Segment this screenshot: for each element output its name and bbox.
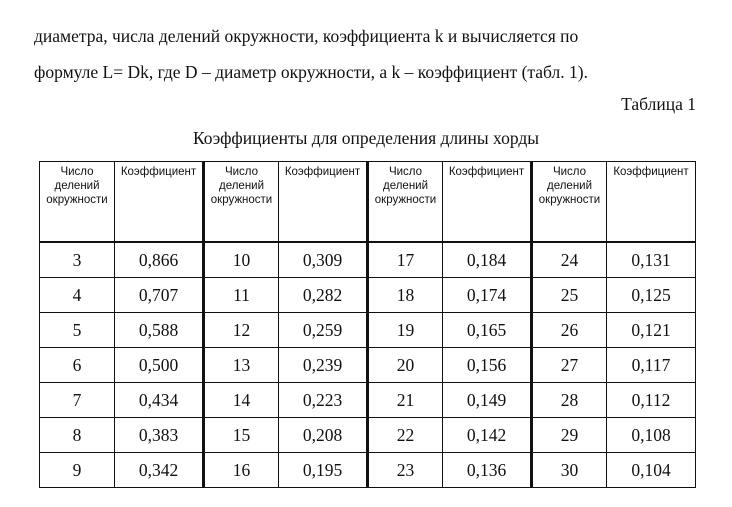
coefficient-cell: 0,383 [115, 418, 204, 453]
coefficient-cell: 0,136 [443, 453, 532, 488]
table-row [40, 348, 696, 383]
coefficient-cell: 0,121 [607, 313, 696, 348]
paragraph-line-2: формуле L= Dk, где D – диаметр окружности, а k – коэффициент (табл. 1). [34, 62, 588, 82]
table-row [40, 418, 696, 453]
coefficient-cell: 0,165 [443, 313, 532, 348]
divisions-cell: 30 [532, 453, 607, 488]
coefficient-cell: 0,707 [115, 278, 204, 313]
divisions-cell: 10 [204, 242, 279, 278]
divisions-cell: 11 [204, 278, 279, 313]
divisions-cell: 18 [368, 278, 443, 313]
coefficient-cell: 0,125 [607, 278, 696, 313]
divisions-cell: 16 [204, 453, 279, 488]
divisions-cell: 25 [532, 278, 607, 313]
paragraph-line-1: диаметра, числа делений окружности, коэффициента k и вычисляется по [34, 26, 579, 46]
table-caption: Коэффициенты для определения длины хорды [192, 128, 540, 148]
coefficient-cell: 0,866 [115, 242, 204, 278]
divisions-cell: 15 [204, 418, 279, 453]
coefficient-cell: 0,174 [443, 278, 532, 313]
coefficient-cell: 0,149 [443, 383, 532, 418]
table-header-row [40, 162, 696, 243]
header-coefficient: Коэффициент [115, 162, 204, 243]
divisions-cell: 14 [204, 383, 279, 418]
divisions-cell: 13 [204, 348, 279, 383]
divisions-cell: 26 [532, 313, 607, 348]
table-label: Таблица 1 [621, 94, 696, 114]
coefficient-cell: 0,104 [607, 453, 696, 488]
coefficient-cell: 0,259 [279, 313, 368, 348]
header-divisions: Число делений окружности [204, 162, 279, 243]
coefficient-cell: 0,208 [279, 418, 368, 453]
table-row [40, 383, 696, 418]
divisions-cell: 28 [532, 383, 607, 418]
coefficient-cell: 0,117 [607, 348, 696, 383]
coefficient-cell: 0,131 [607, 242, 696, 278]
coefficient-cell: 0,142 [443, 418, 532, 453]
coefficient-cell: 0,309 [279, 242, 368, 278]
coefficient-cell: 0,588 [115, 313, 204, 348]
coefficient-cell: 0,223 [279, 383, 368, 418]
coefficient-cell: 0,184 [443, 242, 532, 278]
coefficient-cell: 0,195 [279, 453, 368, 488]
divisions-cell: 24 [532, 242, 607, 278]
table-row [40, 453, 696, 488]
coefficient-cell: 0,500 [115, 348, 204, 383]
header-coefficient: Коэффициент [279, 162, 368, 243]
header-coefficient: Коэффициент [607, 162, 696, 243]
divisions-cell: 4 [40, 278, 115, 313]
divisions-cell: 12 [204, 313, 279, 348]
divisions-cell: 19 [368, 313, 443, 348]
table-row [40, 278, 696, 313]
coefficient-cell: 0,112 [607, 383, 696, 418]
header-divisions: Число делений окружности [368, 162, 443, 243]
divisions-cell: 21 [368, 383, 443, 418]
divisions-cell: 8 [40, 418, 115, 453]
coefficient-cell: 0,434 [115, 383, 204, 418]
divisions-cell: 20 [368, 348, 443, 383]
divisions-cell: 5 [40, 313, 115, 348]
divisions-cell: 23 [368, 453, 443, 488]
divisions-cell: 17 [368, 242, 443, 278]
header-divisions: Число делений окружности [532, 162, 607, 243]
table-row [40, 313, 696, 348]
header-divisions: Число делений окружности [40, 162, 115, 243]
divisions-cell: 9 [40, 453, 115, 488]
divisions-cell: 29 [532, 418, 607, 453]
coefficient-cell: 0,282 [279, 278, 368, 313]
coefficient-cell: 0,156 [443, 348, 532, 383]
divisions-cell: 3 [40, 242, 115, 278]
divisions-cell: 27 [532, 348, 607, 383]
divisions-cell: 22 [368, 418, 443, 453]
divisions-cell: 7 [40, 383, 115, 418]
coefficient-cell: 0,342 [115, 453, 204, 488]
divisions-cell: 6 [40, 348, 115, 383]
coefficient-cell: 0,108 [607, 418, 696, 453]
coefficient-cell: 0,239 [279, 348, 368, 383]
header-coefficient: Коэффициент [443, 162, 532, 243]
table-row [40, 242, 696, 278]
chord-coefficient-table [39, 161, 696, 488]
